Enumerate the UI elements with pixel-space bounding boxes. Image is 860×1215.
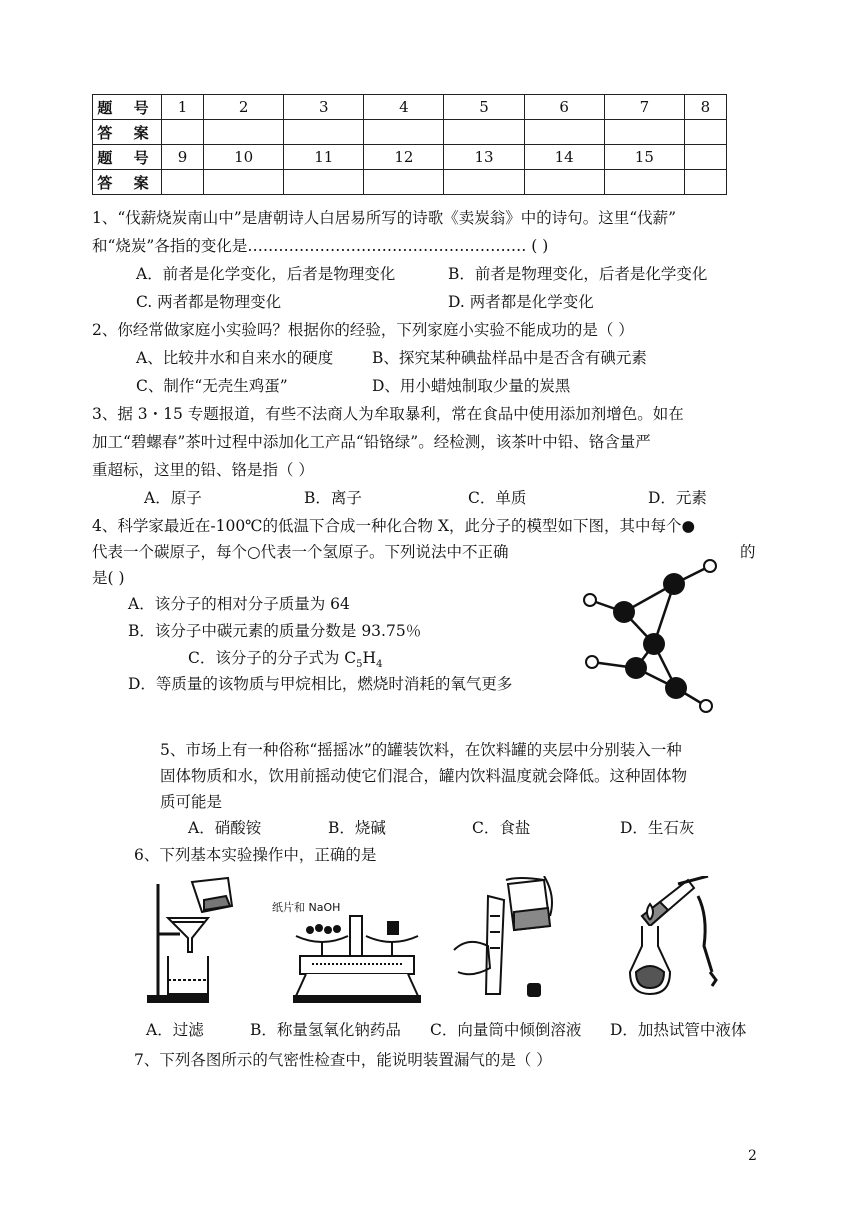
hydrogen-atom: [700, 700, 712, 712]
question-number-cell: 4: [364, 95, 444, 120]
filtration-figure: [146, 876, 246, 1006]
q6-option-a: A．过滤: [146, 1021, 204, 1039]
answer-cell[interactable]: [284, 170, 364, 195]
question-number-cell: 14: [524, 145, 604, 170]
question-number-cell: 1: [162, 95, 204, 120]
q2-option-c: C、制作“无壳生鸡蛋”: [136, 377, 288, 395]
hydrogen-atom: [704, 560, 716, 572]
q4-option-d: D．等质量的该物质与甲烷相比，燃烧时消耗的氧气更多: [128, 675, 513, 693]
row-label-answer: 答 案: [93, 170, 162, 195]
q2-option-b: B、探究某种碘盐样品中是否含有碘元素: [372, 349, 647, 367]
answer-cell[interactable]: [684, 170, 726, 195]
q6-option-b: B．称量氢氧化钠药品: [250, 1021, 401, 1039]
graduated-cylinder-figure: [448, 876, 558, 1006]
balance-figure-label: 纸片和 NaOH: [272, 901, 341, 914]
answer-cell[interactable]: [684, 120, 726, 145]
q1-line1: 1、“伐薪烧炭南山中”是唐朝诗人白居易所写的诗歌《卖炭翁》中的诗句。这里“伐薪”: [92, 209, 677, 227]
answer-cell[interactable]: [364, 170, 444, 195]
q1-option-d: D. 两者都是化学变化: [448, 293, 594, 311]
q6-line1: 6、下列基本实验操作中，正确的是: [134, 846, 377, 864]
carbon-atom: [625, 657, 647, 679]
q5-line2: 固体物质和水，饮用前摇动使它们混合，罐内饮料温度就会降低。这种固体物: [160, 767, 688, 785]
carbon-atom: [663, 573, 685, 595]
question-number-cell: 6: [524, 95, 604, 120]
hydrogen-atom: [586, 656, 598, 668]
question-number-cell: 3: [284, 95, 364, 120]
q4-option-c-prefix: C．该分子的分子式为 C: [188, 649, 357, 667]
q5-option-d: D．生石灰: [620, 819, 695, 837]
answer-cell[interactable]: [364, 120, 444, 145]
q4-option-c-sub1: 5: [356, 659, 363, 671]
question-number-cell: 2: [204, 95, 284, 120]
q2-line1: 2、你经常做家庭小实验吗？根据你的经验，下列家庭小实验不能成功的是（ ）: [92, 321, 634, 339]
q1-line2: 和“烧炭”各指的变化是……………………………………………… ( ): [92, 237, 549, 255]
table-row: [93, 145, 727, 170]
answer-cell[interactable]: [604, 120, 684, 145]
question-number-cell: 9: [162, 145, 204, 170]
q4-option-b: B．该分子中碳元素的质量分数是 93.75％: [128, 622, 422, 640]
question-number-cell: 10: [204, 145, 284, 170]
row-label-answer: 答 案: [93, 120, 162, 145]
answer-cell[interactable]: [204, 120, 284, 145]
q6-option-c: C．向量筒中倾倒溶液: [430, 1021, 582, 1039]
q5-option-a: A．硝酸铵: [188, 819, 262, 837]
q3-line2: 加工“碧螺春”茶叶过程中添加化工产品“铅铬绿”。经检测，该茶叶中铅、铬含量严: [92, 433, 651, 451]
question-number-cell: 11: [284, 145, 364, 170]
q3-option-d: D．元素: [648, 489, 707, 507]
hydrogen-atom: [584, 594, 596, 606]
q5-line1: 5、市场上有一种俗称“摇摇冰”的罐装饮料，在饮料罐的夹层中分别装入一种: [160, 741, 682, 759]
question-number-cell: 7: [604, 95, 684, 120]
question-number-cell: 15: [604, 145, 684, 170]
row-label-number: 题 号: [93, 145, 162, 170]
answer-cell[interactable]: [444, 120, 524, 145]
q5-option-c: C．食盐: [472, 819, 531, 837]
heating-test-tube-figure: [628, 876, 728, 1006]
q3-option-b: B．离子: [304, 489, 362, 507]
molecule-model-figure: [578, 556, 718, 716]
answer-cell[interactable]: [524, 120, 604, 145]
q4-line1: 4、科学家最近在-100℃的低温下合成一种化合物 X，此分子的模型如下图，其中每个●: [92, 517, 696, 535]
row-label-number: 题 号: [93, 95, 162, 120]
page-number: 2: [748, 1148, 757, 1164]
q2-option-d: D、用小蜡烛制取少量的炭黑: [372, 377, 571, 395]
q3-line3: 重超标，这里的铅、铬是指（ ）: [92, 461, 314, 479]
q1-option-c: C. 两者都是物理变化: [136, 293, 282, 311]
q4-option-c-sub2: 4: [376, 659, 383, 671]
answer-cell[interactable]: [162, 120, 204, 145]
q3-option-a: A．原子: [144, 489, 202, 507]
answer-cell[interactable]: [284, 120, 364, 145]
question-number-cell: 5: [444, 95, 524, 120]
answer-table: [92, 94, 727, 195]
q4-option-c-mid: H: [362, 649, 377, 667]
q4-option-c: [188, 648, 382, 675]
q1-option-b: B．前者是物理变化，后者是化学变化: [448, 265, 708, 283]
table-row: [93, 120, 727, 145]
question-number-cell: 13: [444, 145, 524, 170]
answer-cell[interactable]: [444, 170, 524, 195]
q7-line1: 7、下列各图所示的气密性检查中，能说明装置漏气的是（ ）: [134, 1051, 552, 1069]
q3-option-c: C．单质: [468, 489, 527, 507]
answer-cell[interactable]: [524, 170, 604, 195]
question-number-cell: [684, 145, 726, 170]
answer-cell[interactable]: [604, 170, 684, 195]
q6-option-d: D．加热试管中液体: [610, 1021, 747, 1039]
carbon-atom: [665, 677, 687, 699]
table-row: [93, 95, 727, 120]
table-row: [93, 170, 727, 195]
q2-option-a: A、比较井水和自来水的硬度: [136, 349, 334, 367]
question-number-cell: 8: [684, 95, 726, 120]
answer-cell[interactable]: [162, 170, 204, 195]
carbon-atom: [613, 601, 635, 623]
carbon-atom: [643, 633, 665, 655]
q1-option-a: A．前者是化学变化，后者是物理变化: [136, 265, 396, 283]
q5-option-b: B．烧碱: [328, 819, 386, 837]
q4-line2b: 的: [740, 543, 756, 561]
question-number-cell: 12: [364, 145, 444, 170]
balance-figure: [292, 912, 422, 1004]
answer-cell[interactable]: [204, 170, 284, 195]
q4-option-a: A．该分子的相对分子质量为 64: [128, 595, 350, 613]
q4-line3: 是( ): [92, 569, 125, 587]
q3-line1: 3、据 3・15 专题报道，有些不法商人为牟取暴利，常在食品中使用添加剂增色。如在: [92, 405, 684, 423]
q5-line3: 质可能是: [160, 793, 223, 811]
q4-line2a: 代表一个碳原子，每个○代表一个氢原子。下列说法中不正确: [92, 543, 509, 561]
